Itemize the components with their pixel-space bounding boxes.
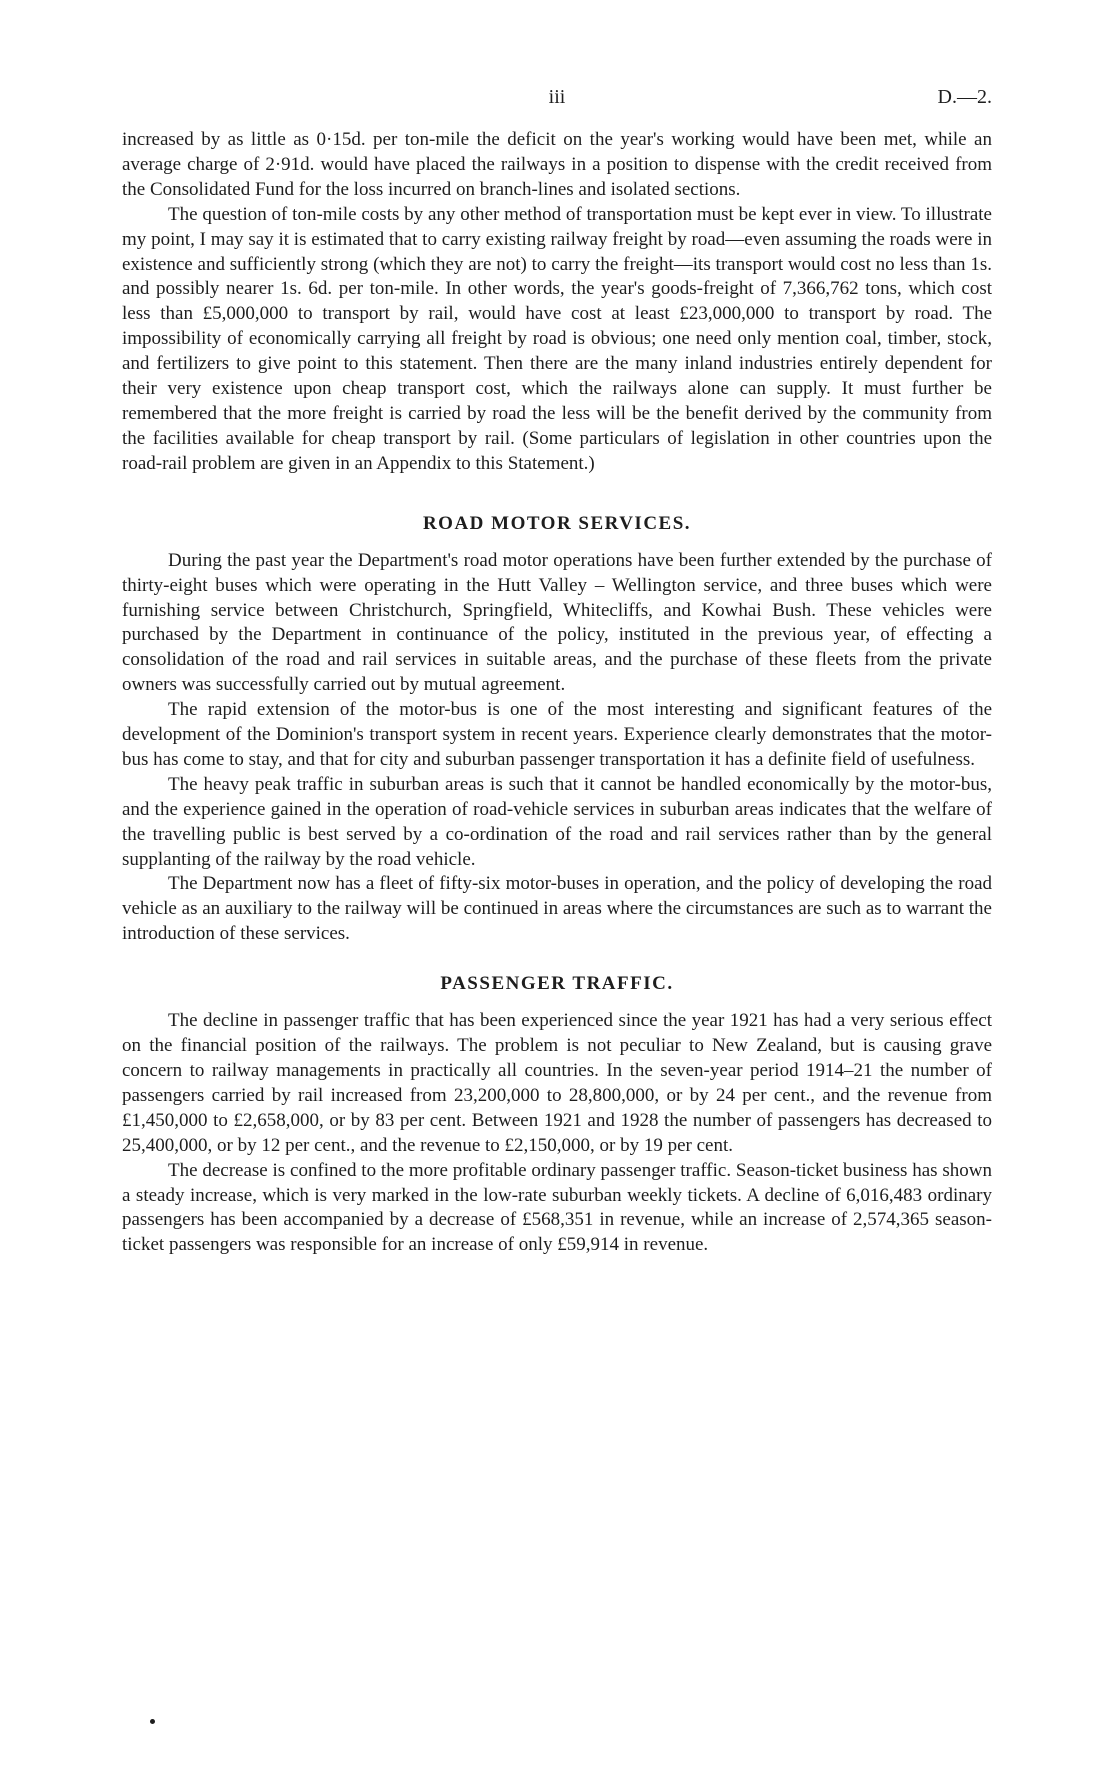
paragraph-continued: increased by as little as 0·15d. per ton-mile the deficit on the year's working would have been met, while an average charge of 2·91d. would have placed the railways in a position to dispense with the credit received from the Consolidated Fund for the loss incurred on branch-lines and isolated sections. xyxy=(122,129,992,200)
page-header xyxy=(122,86,992,116)
page-number: iii xyxy=(548,86,566,108)
paragraph-passenger-2: The decrease is confined to the more profitable ordinary passenger traffic. Season-ticket business has shown a steady increase, which is very marked in the low-rate suburban weekly tickets. A decline of 6,016,483 ordinary passengers has been accompanied by a decrease of £568,351 in revenue, while an increase of 2,574,365 season-ticket passengers was responsible for an increase of only £59,914 in revenue. xyxy=(122,1159,992,1256)
section-heading-passenger-traffic: PASSENGER TRAFFIC. xyxy=(440,973,674,995)
section-heading-road-motor-services: ROAD MOTOR SERVICES. xyxy=(422,512,692,534)
paragraph-road-motor-4: The Department now has a fleet of fifty-six motor-buses in operation, and the policy of developing the road vehicle as an auxiliary to the railway will be continued in areas where the circumstances are such as to warrant the introduction of these services. xyxy=(122,873,992,945)
stray-dot-mark xyxy=(150,1719,155,1724)
document-reference: D.—2. xyxy=(937,86,992,108)
paragraph-road-motor-2: The rapid extension of the motor-bus is one of the most interesting and significant features of the development of the Dominion's transport system in recent years. Experience clearly demonstrates that the motor-bus has come to stay, and that for city and suburban passenger transportation it has a definite field of usefulness. xyxy=(122,699,992,770)
paragraph-road-motor-1: During the past year the Department's road motor operations have been further extended by the purchase of thirty-eight buses which were operating in the Hutt Valley – Wellington service, and three buses which were furnishing service between Christchurch, Springfield, Whitecliffs, and Kowhai Bush. These vehicles were purchased by the Department in continuance of the policy, instituted in the previous year, of effecting a consolidation of the road and rail services in suitable areas, and the purchase of these fleets from the private owners was successfully carried out by mutual agreement. xyxy=(122,549,992,696)
paragraph-passenger-1: The decline in passenger traffic that has been experienced since the year 1921 has had a very serious effect on the financial position of the railways. The problem is not peculiar to New Zealand, but is causing grave concern to railway managements in practically all countries. In the seven-year period 1914–21 the number of passengers carried by rail increased from 23,200,000 to 28,800,000, or by 24 per cent., and the revenue from £1,450,000 to £2,658,000, or by 83 per cent. Between 1921 and 1928 the number of passengers has decreased to 25,400,000, or by 12 per cent., and the revenue to £2,150,000, or by 19 per cent. xyxy=(122,1010,992,1156)
document-page xyxy=(122,86,992,1258)
paragraph-road-motor-3: The heavy peak traffic in suburban areas is such that it cannot be handled economically by the motor-bus, and the experience gained in the operation of road-vehicle services in suburban areas indicates that the welfare of the travelling public is best served by a co-ordination of the road and rail services rather than by the general supplanting of the railway by the road vehicle. xyxy=(122,773,992,870)
paragraph-ton-mile-costs: The question of ton-mile costs by any other method of transportation must be kept ever in view. To illustrate my point, I may say it is estimated that to carry existing railway freight by road—even assuming the roads were in existence and sufficiently strong (which they are not) to carry the freight—its transport would cost no less than 1s. and possibly nearer 1s. 6d. per ton-mile. In other words, the year's goods-freight of 7,366,762 tons, which cost less than £5,000,000 to transport by rail, would have cost at least £23,000,000 to transport by road. The impossibility of economically carrying all freight by road is obvious; one need only mention coal, timber, stock, and fertilizers to give point to this statement. Then there are the many inland industries entirely dependent for their very existence upon cheap transport cost, which the railways alone can supply. It must further be remembered that the more freight is carried by road the less will be the benefit derived by the community from the facilities available for cheap transport by rail. (Some particulars of legislation in other countries upon the road-rail problem are given in an Appendix to this Statement.) xyxy=(122,203,992,474)
